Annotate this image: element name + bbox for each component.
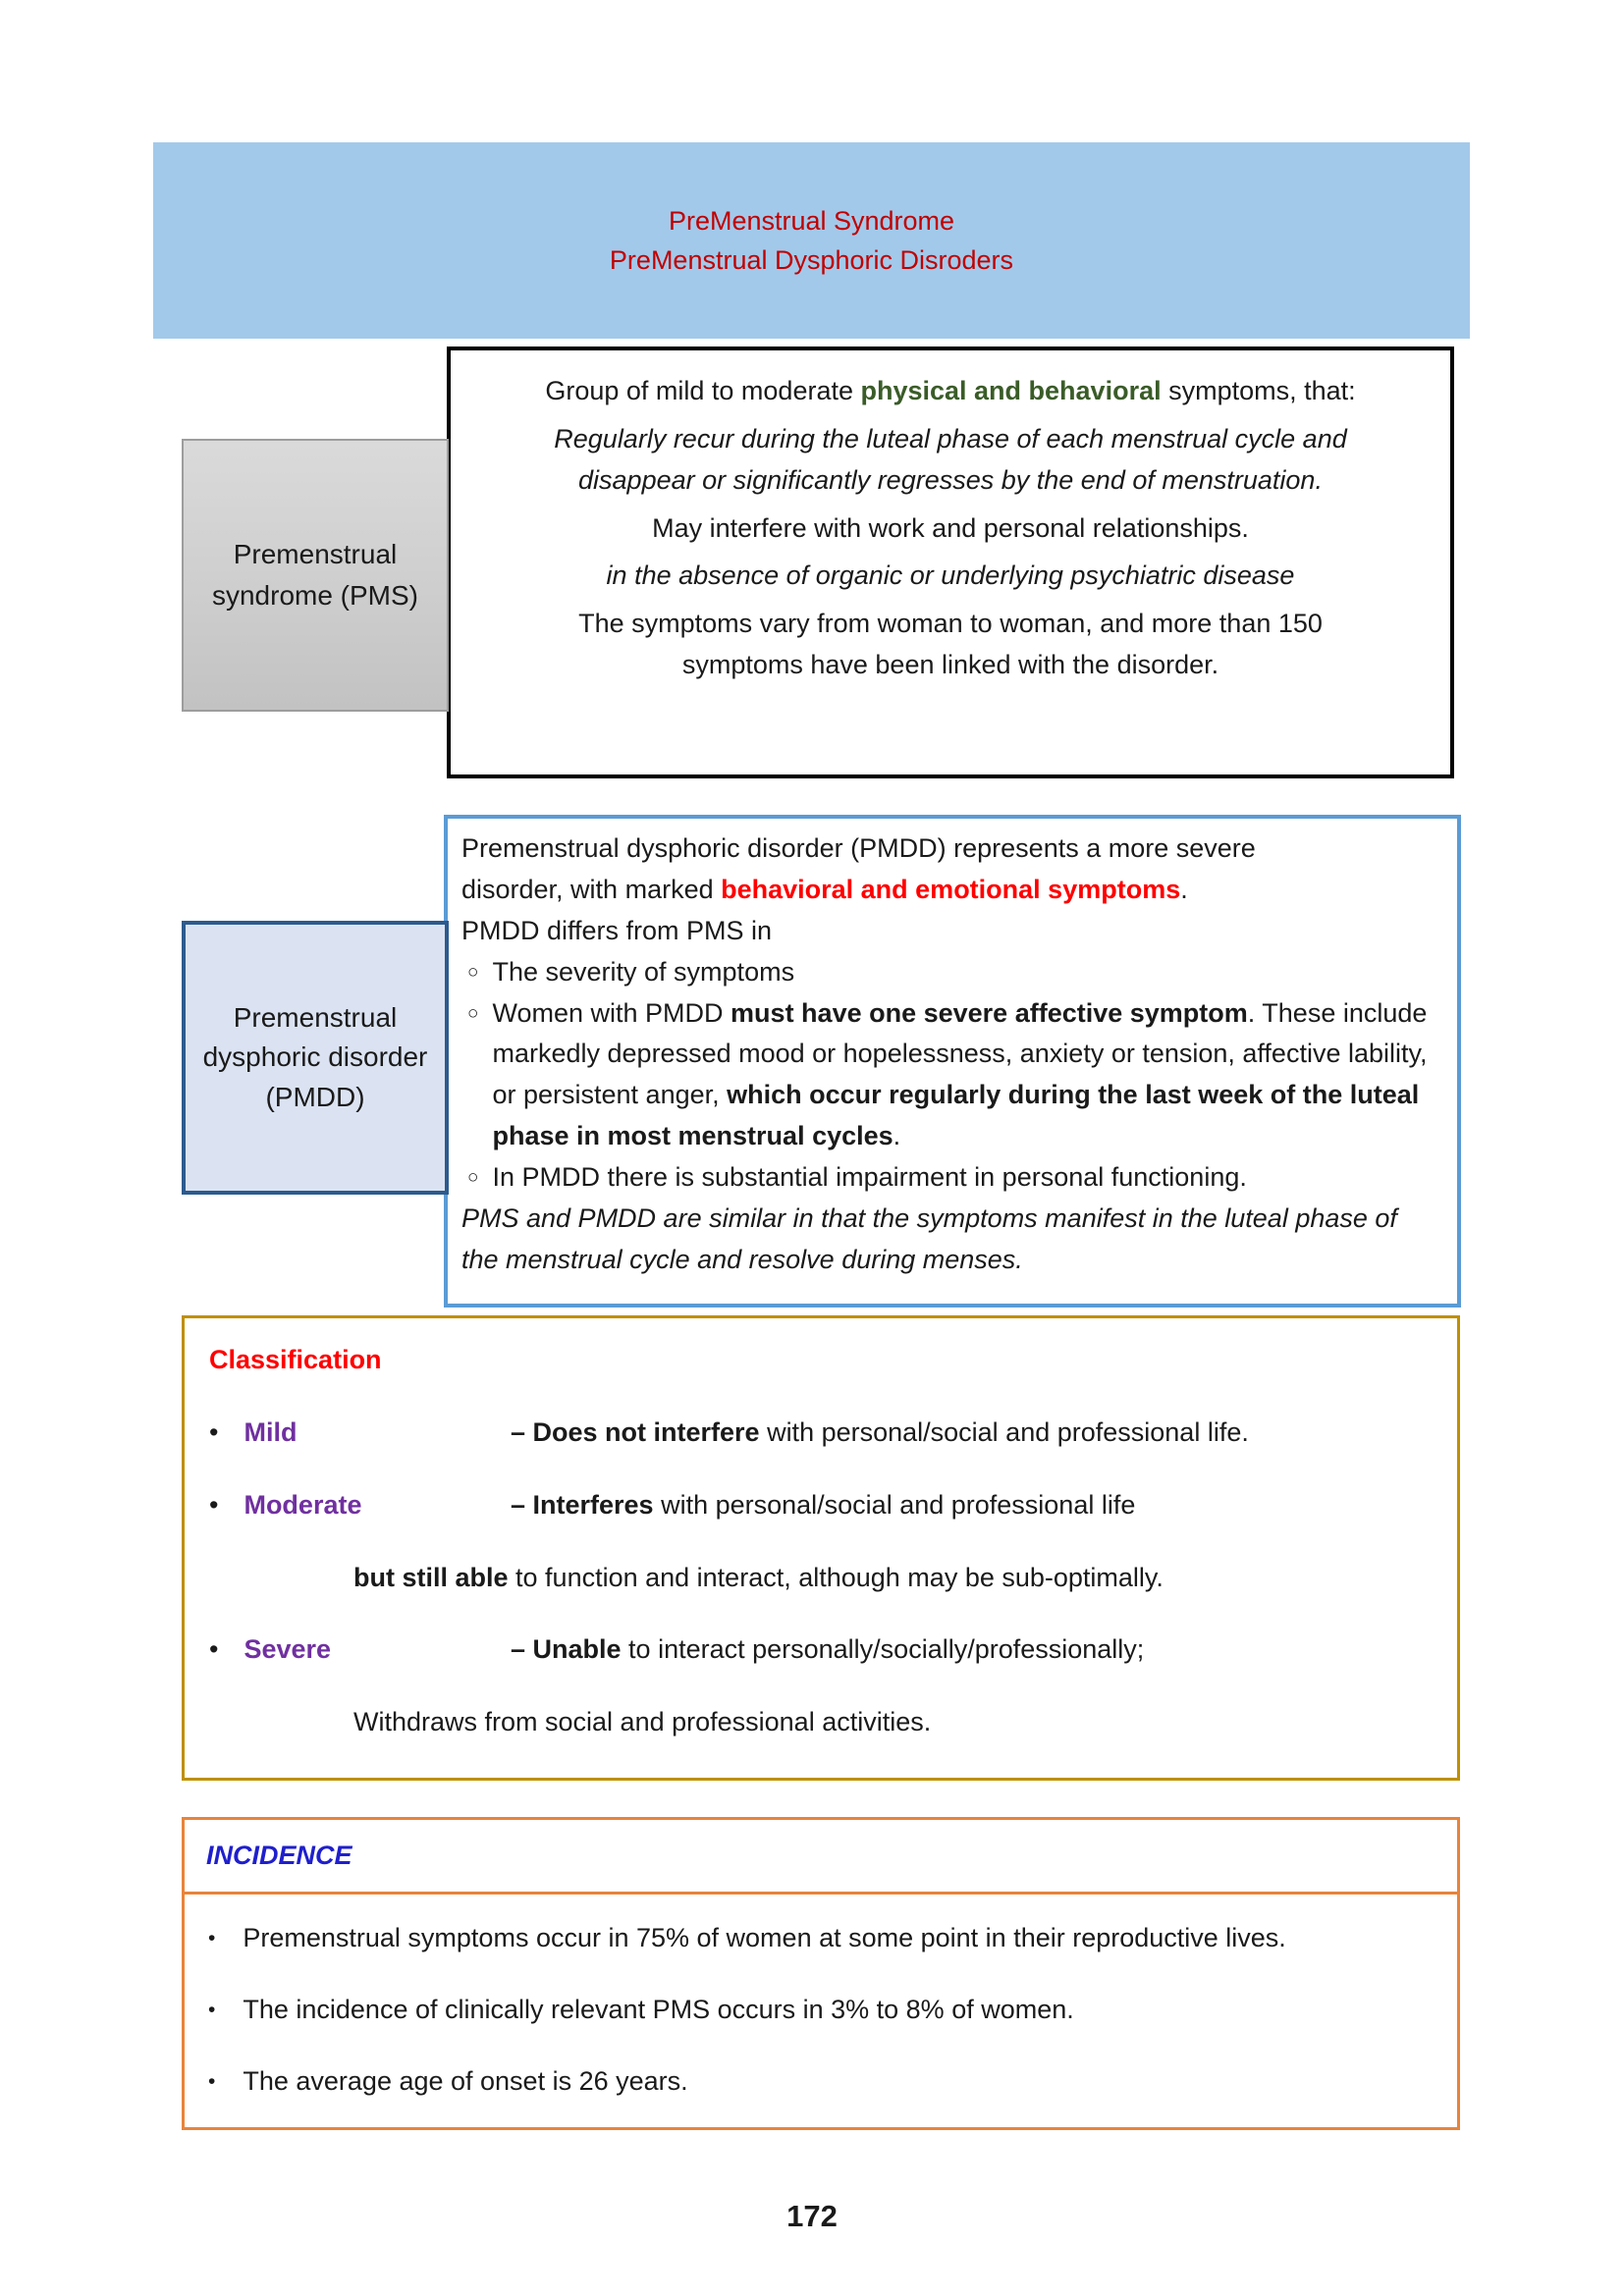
- incidence-box: [182, 1817, 1460, 2130]
- classification-box: [182, 1315, 1460, 1781]
- pmdd-label-box: [182, 921, 449, 1195]
- incidence-header: [185, 1820, 1457, 1895]
- pmdd-list-item: [461, 1157, 1439, 1199]
- pms-paragraph-5: The symptoms vary from woman to woman, and more than 150 symptoms have been linked with the disorder.: [578, 609, 1323, 680]
- pmdd-intro: Premenstrual dysphoric disorder (PMDD) represents a more severe disorder, with marked behavioral and emotional symptoms.: [461, 833, 1256, 904]
- incidence-item: [208, 1918, 1437, 1959]
- classification-description: – Interferes with personal/social and professional life: [511, 1489, 1136, 1520]
- classification-row-moderate: [209, 1485, 1433, 1526]
- title-line-1: PreMenstrual Syndrome: [668, 205, 955, 236]
- pms-paragraph-3: May interfere with work and personal relationships.: [652, 512, 1249, 543]
- classification-continuation: but still able to function and interact, although may be sub-optimally.: [353, 1562, 1164, 1592]
- pmdd-outro: PMS and PMDD are similar in that the symptoms manifest in the luteal phase of the menstrual cycle and resolve during menses.: [461, 1202, 1397, 1274]
- pmdd-definition-box: [444, 815, 1461, 1308]
- incidence-item-text: The average age of onset is 26 years.: [243, 2066, 688, 2096]
- classification-term: [209, 1413, 511, 1454]
- classification-grade-label: Moderate: [244, 1489, 362, 1520]
- classification-description: – Does not interfere with personal/social and professional life.: [511, 1416, 1249, 1447]
- pms-paragraph-1: Group of mild to moderate physical and behavioral symptoms, that:: [545, 376, 1356, 405]
- pms-label-text: Premenstrual syndrome (PMS): [211, 539, 419, 611]
- classification-grade-label: Severe: [244, 1634, 332, 1665]
- page-number: 172: [786, 2199, 838, 2233]
- pmdd-line-2: PMDD differs from PMS in: [461, 915, 773, 945]
- pmdd-item-text: Women with PMDD must have one severe affective symptom. These include markedly depressed mood or hopelessness, anxiety or tension, affective lability, or persistent anger, which occur regularly during the last week of the luteal phase in most menstrual cycles.: [492, 997, 1428, 1151]
- bullet-icon: •: [209, 1489, 219, 1520]
- pmdd-item-text: In PMDD there is substantial impairment in personal functioning.: [492, 1161, 1247, 1192]
- pmdd-list-item: [461, 993, 1439, 1157]
- circle-bullet-icon: ○: [467, 1002, 479, 1024]
- pms-paragraph-4: in the absence of organic or underlying psychiatric disease: [606, 561, 1295, 591]
- classification-title: Classification: [209, 1345, 382, 1374]
- classification-row-severe: [209, 1629, 1433, 1671]
- title-line-2: PreMenstrual Dysphoric Disroders: [609, 245, 1014, 275]
- bullet-icon: •: [209, 1634, 219, 1665]
- bullet-icon: •: [209, 1416, 219, 1447]
- pmdd-label-text: Premenstrual dysphoric disorder (PMDD): [202, 1001, 428, 1112]
- bullet-icon: •: [208, 2070, 216, 2093]
- classification-continuation: Withdraws from social and professional activities.: [353, 1707, 932, 1737]
- incidence-item-text: Premenstrual symptoms occur in 75% of women at some point in their reproductive lives.: [243, 1923, 1286, 1952]
- circle-bullet-icon: ○: [467, 1166, 479, 1188]
- incidence-body: [185, 1895, 1457, 2103]
- pmdd-list-item: [461, 952, 1439, 993]
- bullet-icon: •: [208, 1927, 216, 1949]
- incidence-title: INCIDENCE: [206, 1840, 352, 1870]
- classification-grade-label: Mild: [244, 1416, 298, 1447]
- classification-row-mild: [209, 1413, 1433, 1454]
- bullet-icon: •: [208, 1999, 216, 2021]
- pms-label-box: [182, 439, 449, 712]
- incidence-item-text: The incidence of clinically relevant PMS occurs in 3% to 8% of women.: [243, 1995, 1074, 2024]
- pmdd-item-text: The severity of symptoms: [492, 956, 795, 987]
- incidence-item: [208, 2061, 1437, 2103]
- incidence-item: [208, 1990, 1437, 2031]
- classification-term: [209, 1629, 511, 1671]
- pms-paragraph-2: Regularly recur during the luteal phase of each menstrual cycle and disappear or significantly regresses by the end of menstruation.: [554, 423, 1347, 495]
- classification-term: [209, 1485, 511, 1526]
- circle-bullet-icon: ○: [467, 961, 479, 983]
- pms-definition-box: [447, 347, 1454, 778]
- classification-description: – Unable to interact personally/socially/professionally;: [511, 1634, 1145, 1665]
- title-banner: [153, 142, 1470, 339]
